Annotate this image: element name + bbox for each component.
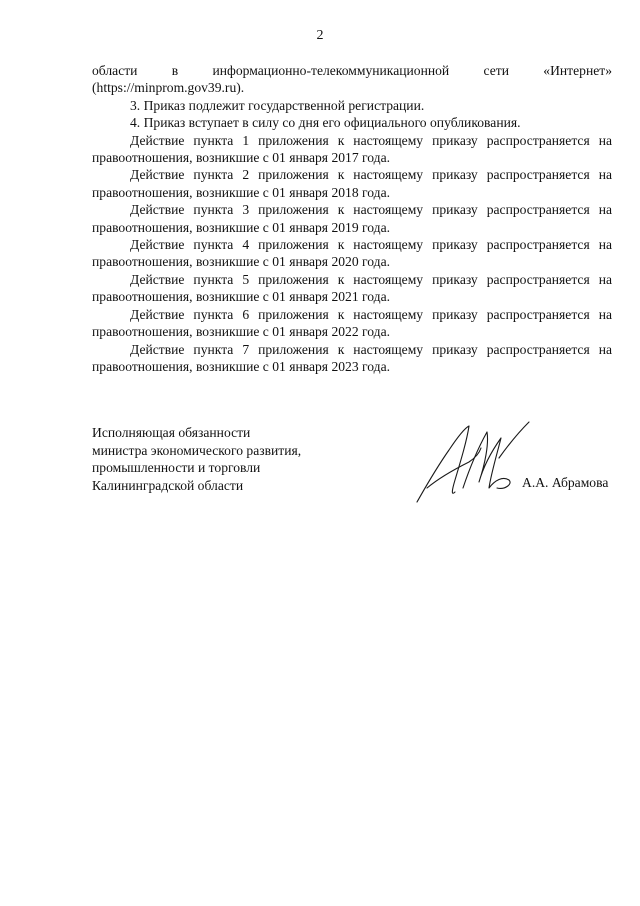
paragraph-registration: 3. Приказ подлежит государственной регистрации.: [130, 97, 425, 113]
paragraph-website-line-1: области в информационно-телекоммуникационной сети «Интернет»: [92, 63, 612, 78]
document-body: [92, 62, 612, 375]
signature-stroke-1: [417, 426, 469, 502]
signatory-name: А.А. Абрамова: [522, 475, 609, 490]
paragraph-item-1: Действие пункта 1 приложения к настоящему приказу распространяется на правоотношения, возникшие с 01 января 2017 года.: [92, 132, 612, 166]
paragraph-item-5: Действие пункта 5 приложения к настоящему приказу распространяется на правоотношения, возникшие с 01 января 2021 года.: [92, 271, 612, 305]
paragraph-item-4: Действие пункта 4 приложения к настоящему приказу распространяется на правоотношения, возникшие с 01 января 2020 года.: [92, 237, 612, 270]
paragraph-website-line-2: (https://minprom.gov39.ru).: [92, 80, 245, 96]
paragraph-effective-date: 4. Приказ вступает в силу со дня его официального опубликования.: [130, 115, 521, 131]
position-line-3: промышленности и торговли: [92, 460, 261, 476]
signatory-position: [92, 424, 332, 494]
paragraph-item-3: Действие пункта 3 приложения к настоящему приказу распространяется на правоотношения, возникшие с 01 января 2019 года.: [92, 202, 612, 235]
paragraph-item-2: Действие пункта 2 приложения к настоящему приказу распространяется на правоотношения, возникшие с 01 января 2018 года.: [92, 167, 612, 200]
handwritten-signature: [405, 418, 535, 508]
position-line-2: министра экономического развития,: [92, 442, 302, 458]
signature-stroke-4: [499, 422, 529, 458]
position-line-1: Исполняющая обязанности: [92, 425, 251, 440]
signature-stroke-3: [463, 432, 510, 488]
paragraph-item-6: Действие пункта 6 приложения к настоящему приказу распространяется на правоотношения, возникшие с 01 января 2022 года.: [92, 306, 612, 340]
page-number: 2: [316, 28, 324, 43]
paragraph-item-7: Действие пункта 7 приложения к настоящему приказу распространяется на правоотношения, возникшие с 01 января 2023 года.: [92, 341, 612, 374]
position-line-4: Калининградской области: [92, 477, 244, 493]
